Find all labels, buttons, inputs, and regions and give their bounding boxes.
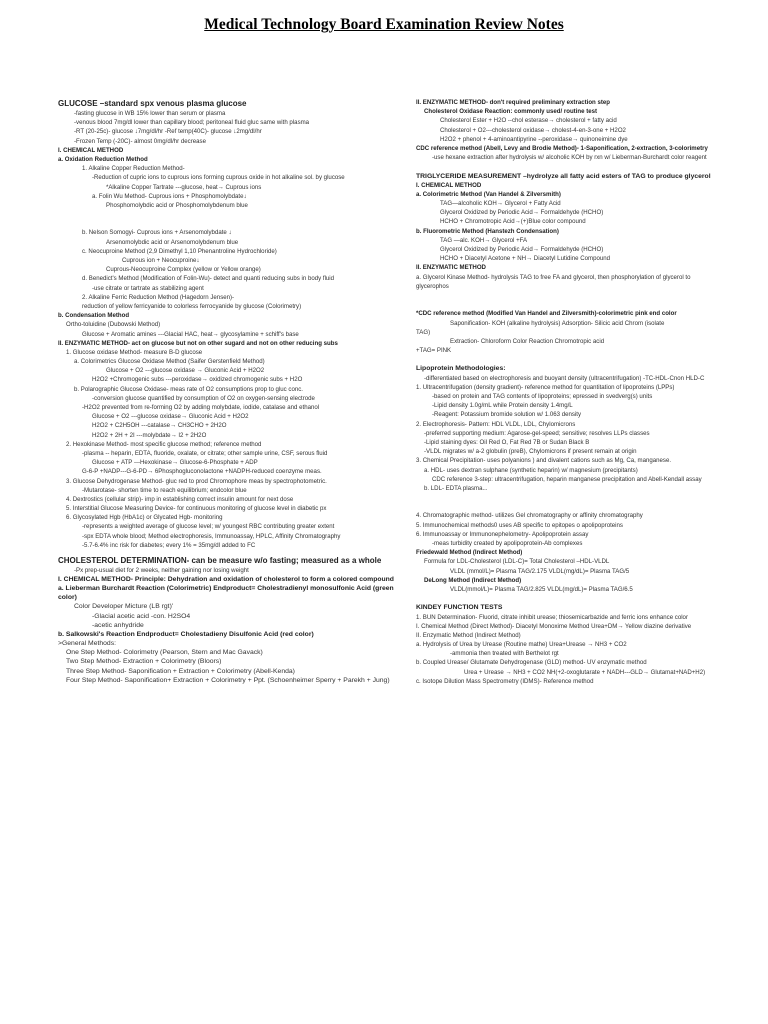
right-note-line: c. Isotope Dilution Mass Spectrometry (IDMS)- Reference method	[416, 677, 594, 685]
left-note-line: 1. Glucose oxidase Method- measure B-D glucose	[66, 348, 203, 356]
right-note-line	[416, 502, 756, 511]
right-note-line: -use hexane extraction after hydrolysis w/ alcoholic KOH by rxn w/ Lieberman-Burchardt color reagent	[432, 154, 707, 162]
left-note-line: Phosphomolybdic acid or Phosphomolybdenum blue	[106, 201, 248, 209]
right-note-line: -Lipid staining dyes: Oil Red O, Fat Red 7B or Sudan Black B	[424, 438, 590, 446]
left-note-line: Three Step Method- Saponification + Extraction + Colorimetry (Abell-Kenda)	[66, 667, 295, 675]
right-note-line: Glycerol Oxidized by Periodic Acid→ Formaldehyde (HCHO)	[440, 246, 604, 253]
page-title: Medical Technology Board Examination Review Notes	[204, 16, 564, 33]
right-note-line: Friedewald Method (Indirect Method)	[416, 549, 523, 557]
left-note-line: d. Benedict's Method (Modification of Folin-Wu)- detect and quanti reducing subs in body fluid	[82, 275, 335, 283]
right-note-line: I. CHEMICAL METHOD	[416, 181, 482, 189]
right-note-line: 6. Immunoassay or Immunonephelometry- Apolipoprotein assay	[416, 530, 589, 538]
left-note-line	[58, 210, 400, 219]
left-note-line: -conversion glucose quantified by consumption of O2 on oxygen-sensing electrode	[92, 394, 315, 402]
right-note-line: HCHO + Chromotropic Acid→(+)Blue color compound	[440, 218, 586, 226]
right-note-line: Saponification- KOH (alkaline hydrolysis) Adsorption- Silicic acid Chrom (isolate	[450, 319, 665, 327]
left-note-line: -Mutarotase- shorten time to reach equilibrium; endcolor blue	[82, 486, 247, 494]
right-note-line: -based on protein and TAG contents of lipoproteins; epressed in svedverg(s) units	[432, 393, 653, 400]
right-note-line: b. Fluorometric Method (Hanstezh Condensation)	[416, 227, 559, 235]
right-note-line: a. Hydrolysis of Urea by Urease (Routine mathe) Urea+Urease → NH3 + CO2	[416, 641, 627, 649]
left-note-line: b. Salkowski's Reaction Endproduct= Cholestadieny Disulfonic Acid (red color)	[58, 630, 314, 638]
left-note-line: Four Step Method- Saponification+ Extraction + Colorimetry + Ppt. (Schoenheimer Sperry + Parekh + Jung)	[66, 676, 390, 684]
right-note-line: HCHO + Diacetyl Acetone + NH→ Diacetyl Lutidine Compound	[440, 255, 611, 263]
left-note-line: Two Step Method- Extraction + Colorimetry (Bloors)	[66, 658, 222, 666]
right-note-line: TRIGLYCERIDE MEASUREMENT –hydrolyze all fatty acid esters of TAG to produce glycerol	[416, 172, 711, 180]
left-note-line: -Reduction of cupric ions to cuprous ions forming cuprous oxide in hot alkaline sol. by glucose	[92, 174, 345, 182]
left-note-line: Glucose + O2 ---glucose oxidase→ Gluconic Acid + H2O2	[92, 413, 249, 421]
right-note-line: b. Coupled Urease/ Glutamate Dehydrogenase (GLD) method- UV enzymatic method	[416, 659, 647, 667]
right-note-line	[416, 162, 756, 171]
right-note-line: *CDC reference method (Modified Van Handel and Zilversmith)-colorimetric pink end color	[416, 310, 677, 318]
right-column	[416, 98, 756, 686]
right-note-line: II. ENZYMATIC METHOD- don't required preliminary extraction step	[416, 99, 610, 106]
left-note-line: Cuprous-Neocuproine Complex (yellow or Yellow orange)	[106, 266, 261, 274]
right-note-line: Cholesterol + O2---cholesterol oxidase→ cholest-4-en-3-one + H2O2	[440, 126, 626, 134]
right-note-line: TAG)	[416, 328, 431, 336]
right-note-line: 1. Ultracentrifugation (density gradient)- reference method for quantitation of lipoproteins (LPPs)	[416, 383, 675, 391]
left-note-line: -use citrate or tartrate as stabilizing agent	[92, 284, 204, 292]
left-note-line: -spx EDTA whole blood; Method electrophoresis, Immunoassay, HPLC, Affinity Chromatography	[82, 532, 341, 540]
right-note-line: CDC reference 3-step: ultracentrifugation, heparin manganese precipitation and Abell-Kendall assay	[432, 475, 702, 483]
right-note-line: glycerophos	[416, 282, 449, 290]
left-note-line: H2O2 + 2H + 2I ---molybdate→ I2 + 2H2O	[92, 431, 207, 439]
left-note-line: >General Methods:	[58, 640, 116, 648]
right-note-line: -ammonia then treated with Berthelot rgt	[450, 650, 559, 658]
right-note-line: VLDL(mmol/L)= Plasma TAG/2.825 VLDL(mg/dL)= Plasma TAG/6.5	[450, 585, 633, 593]
right-note-line: II. ENZYMATIC METHOD	[416, 264, 486, 272]
left-note-line: Glucose + O2 ---glucose oxidase → Gluconic Acid + H2O2	[106, 367, 265, 375]
right-note-line: 4. Chromatographic method- utilizes Gel chromatography or affinity chromatography	[416, 512, 643, 520]
right-note-line: CDC reference method (Abell, Levy and Brodie Method)- 1-Saponification, 2-extraction, 3-colorimetry	[416, 144, 708, 152]
left-note-line: *Alkaline Copper Tartrate ---glucose, heat→ Cuprous ions	[106, 183, 262, 191]
left-note-line: a. Oxidation Reduction Method	[58, 155, 148, 163]
left-note-line: a. Folin Wu Method- Cuprous ions + Phosphomolybdate↓	[92, 192, 247, 200]
right-note-line: Cholesterol Oxidase Reaction: commonly used/ routine test	[424, 108, 598, 116]
right-note-line: Extraction- Chloroform Color Reaction Chromotropic acid	[450, 337, 605, 345]
left-note-line: -plasma -- heparin, EDTA, fluoride, oxalate, or citrate; other sample urine, CSF, serous fluid	[82, 449, 328, 457]
right-note-line: Glycerol Oxidized by Periodic Acid→ Formaldehyde (HCHO)	[440, 209, 604, 217]
left-note-line: -acetic anhydride	[92, 621, 144, 629]
left-note-line: 2. Alkaline Ferric Reduction Method (Hagedorn Jensen)-	[82, 293, 235, 301]
right-note-line: -Reagent: Potassium bromide solution w/ 1.063 density	[432, 411, 582, 419]
left-note-line: Cuprous ion + Neocuproine↓	[122, 257, 200, 264]
left-column	[58, 98, 400, 685]
left-note-line: b. Nelson Somogyi- Cuprous ions + Arsenomolybdate ↓	[82, 229, 232, 237]
right-note-line: 5. Immunochemical methods0 uses AB specific to epitopes o apolipoproteins	[416, 521, 623, 529]
left-note-line: -represents a weighted average of glucose level; w/ youngest RBC contributing greater extent	[82, 523, 335, 531]
left-note-line: -venous blood 7mg/dl lower than capillary blood; peritoneal fluid gluc same with plasma	[74, 119, 310, 127]
left-note-line: 6. Glycosylated Hgb (HbA1c) or Glycated Hgb- monitoring	[66, 514, 223, 522]
left-note-line: reduction of yellow ferricyanide to colorless ferrocyanide by glucose (Colorimetry)	[82, 302, 302, 310]
left-note-line: 5. Interstitial Glucose Measuring Device- for continuous monitoring of glucose level in diabetic px	[66, 505, 327, 513]
right-note-line: KINDEY FUNCTION TESTS	[416, 604, 503, 612]
right-note-line: 1. BUN Determination- Fluorid, citrate inhibit urease; thiosemicarbazide and ferric ions enhance color	[416, 613, 688, 621]
left-note-line: 3. Glucose Dehydrogenase Method- gluc red to prod Chromophore meas by spectrophotometric.	[66, 477, 327, 485]
left-note-line: -fasting glucose in WB 15% lower than serum or plasma	[74, 110, 226, 117]
left-note-line: G-6-P +NADP---G-6-PD→ 6Phosphogluconolactone +NADPH-reduced coenzyme meas.	[82, 468, 322, 476]
right-note-line: Lipoprotein Methodologies:	[416, 365, 506, 373]
right-note-line: -meas turbidity created by apolipoprotein-Ab complexes	[432, 540, 583, 547]
right-note-line: I. Chemical Method (Direct Method)- Diacetyl Monoxime Method Urea+DM→ Yellow diazine derivative	[416, 622, 692, 630]
left-note-line: Color Developer Micture (LB rgt)'	[74, 603, 174, 611]
left-note-line: H2O2 +Chromogenic subs ---peroxidase→ oxidized chromogenic subs + H2O	[92, 376, 303, 384]
right-note-line: -differentiated based on electrophoresis and buoyant density (ultracentrifugation) -TC-HDL-Cnon HLD-C	[424, 374, 705, 382]
left-note-line	[58, 219, 400, 228]
right-note-line	[416, 291, 756, 300]
left-note-line: -H2O2 prevented from re-forming O2 by adding molybdate, iodide, catalase and ethanol	[82, 404, 320, 411]
right-note-line: +TAG= PINK	[416, 347, 452, 355]
left-note-line: color)	[58, 594, 77, 602]
left-note-line: Arsenomolybdic acid or Arsenomolybdenum blue	[106, 238, 239, 246]
left-note-line: 4. Dextrostics (cellular strip)- imp in establishing correct insulin amount for next dose	[66, 495, 294, 503]
right-note-line: Urea + Urease → NH3 + CO2 NH(+2-oxoglutarate + NADH---GLD→ Glutamat+NAD+H2)	[464, 668, 706, 676]
right-note-line	[416, 355, 756, 364]
left-note-line: I. CHEMICAL METHOD- Principle: Dehydration and oxidation of cholesterol to form a colored compound	[58, 575, 394, 583]
left-note-line: a. Lieberman Burchardt Reaction (Colorimetric) Endproduct= Cholestradienyl monosulfonic Acid (green	[58, 584, 394, 592]
right-note-line: a. HDL- uses dextran sulphane (synthetic heparin) w/ magnesium (precipitants)	[424, 466, 638, 474]
right-note-line: -VLDL migrates w/ a-2 globulin (preB), Chylomicrons if present remain at origin	[424, 448, 637, 456]
right-note-line	[416, 300, 756, 309]
right-note-line	[416, 493, 756, 502]
right-note-line: TAG —alc. KOH→ Glycerol +FA	[440, 236, 528, 244]
right-note-line: TAG—alcoholic KOH→ Glycerol + Fatty Acid	[440, 200, 561, 208]
right-note-line: a. Glycerol Kinase Method- hydrolysis TAG to free FA and glycerol, then phosphorylation of glycerol to	[416, 273, 691, 281]
right-note-line: b. LDL- EDTA plasma...	[424, 484, 488, 492]
left-note-line: 2. Hexokinase Method- most specific glucose method; reference method	[66, 440, 262, 448]
left-note-line: b. Condensation Method	[58, 312, 130, 320]
right-note-line: a. Colorimetric Method (Van Handel & Zilversmith)	[416, 190, 561, 198]
left-note-line: -5.7-6.4% inc risk for diabetes; every 1% = 35mg/dl added to FC	[82, 541, 256, 549]
left-note-line: -Frozen Temp (-20C)- almost 0mg/dl/hr decrease	[74, 137, 206, 145]
right-note-line: Formula for LDL-Cholesterol (LDL-C)= Total Cholesterol –HDL-VLDL	[424, 558, 610, 566]
left-note-line: GLUCOSE –standard spx venous plasma glucose	[58, 99, 247, 108]
left-note-line: Glucose + ATP ---Hexokinase→ Glucose-6-Phosphate + ADP	[92, 459, 258, 467]
right-note-line: H2O2 + phenol + 4-aminoantipyrine --peroxidase→ quinoneimine dye	[440, 135, 628, 143]
right-note-line: -preferred supporting medium: Agarose-gel-speed; sensitive; resolves LLPs classes	[424, 429, 650, 437]
left-note-line: b. Polarographic Glucose Oxidase- meas rate of O2 consumptions prop to gluc conc.	[74, 385, 303, 393]
right-note-line: 2. Electrophoresis- Pattern: HDL VLDL, LDL, Chylomicrons	[416, 420, 576, 428]
left-note-line: Ortho-toluidine (Dubowski Method)	[66, 321, 161, 329]
right-note-line: II. Enzymatic Method (Indirect Method)	[416, 631, 521, 639]
left-note-line: -RT (20-25c)- glucose ↓7mg/dl/hr -Ref temp(40C)- glucose ↓2mg/dl/hr	[74, 128, 262, 136]
right-note-line: Cholesterol Ester + H2O --chol esterase→ cholesterol + fatty acid	[440, 117, 617, 125]
right-note-line	[416, 594, 756, 603]
left-note-line: Glucose + Aromatic amines ---Glacial HAC, heat→ glycosylamine + schiff's base	[82, 330, 299, 338]
left-note-line: -Px prep-usual diet for 2 weeks, neither gaining nor losing weight	[74, 566, 249, 574]
left-note-line: 1. Alkaline Copper Reduction Method-	[82, 165, 185, 173]
left-note-line: One Step Method- Colorimetry (Pearson, Stern and Mac Gavack)	[66, 649, 263, 657]
right-note-line: VLDL (mmol/L)= Plasma TAG/2.175 VLDL(mg/dL)= Plasma TAG/5	[450, 567, 630, 575]
right-note-line: DeLong Method (Indirect Method)	[424, 576, 522, 584]
left-note-line: I. CHEMICAL METHOD	[58, 146, 124, 154]
left-note-line: H2O2 + C2H5OH ---catalase→ CH3CHO + 2H2O	[92, 422, 227, 430]
right-note-line: 3. Chemical Precipitation- uses polyanions ) and divalent cations such as Mg, Ca, manganese.	[416, 457, 672, 465]
left-note-line: -Glacial acetic acid -con. H2SO4	[92, 612, 191, 620]
left-note-line: CHOLESTEROL DETERMINATION- can be measure w/o fasting; measured as a whole	[58, 555, 382, 565]
left-note-line: II. ENZYMATIC METHOD- act on glucose but not on other sugard and not on other reducing subs	[58, 339, 338, 347]
left-note-line: c. Neocuproine Method (2,9 Dimethyl 1,10 Phenantroline Hydrochloride)	[82, 247, 277, 255]
left-note-line: a. Colorimetrics Glucose Oxidase Method (Saifer Gerstenfield Method)	[74, 358, 265, 366]
right-note-line: -Lipid density 1.0g/mL while Protein density 1.4mg/L	[432, 402, 573, 410]
